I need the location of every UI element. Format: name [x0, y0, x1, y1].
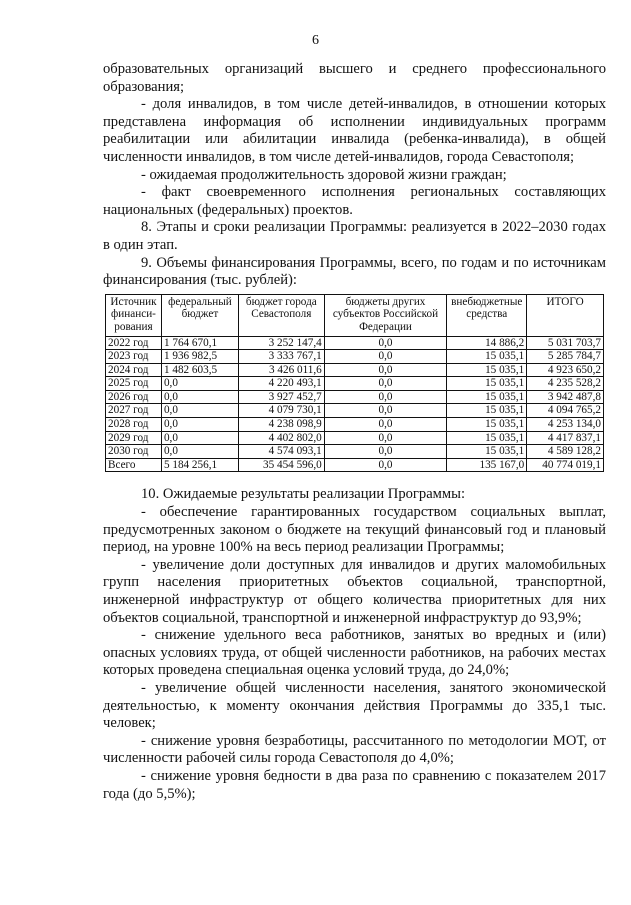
table-cell: 15 035,1 [447, 363, 527, 377]
table-cell: 0,0 [324, 404, 447, 418]
table-cell: 4 589 128,2 [527, 445, 604, 459]
column-header: бюджеты других субъектов Российской Федерации [324, 294, 447, 336]
table-cell: 5 285 784,7 [527, 350, 604, 364]
table-cell: 4 923 650,2 [527, 363, 604, 377]
column-header: федеральный бюджет [161, 294, 238, 336]
table-cell: 0,0 [324, 445, 447, 459]
table-cell: 3 252 147,4 [238, 336, 324, 350]
table-cell: 3 927 452,7 [238, 390, 324, 404]
table-row [106, 363, 604, 377]
table-cell: 15 035,1 [447, 418, 527, 432]
list-item: - снижение удельного веса работников, занятых во вредных и (или) опасных условиях труда, от общей численности работников, на рабочих местах которых проведена специальная оценка условий труда, до 24,0%; [103, 627, 606, 679]
column-header: ИТОГО [527, 294, 604, 336]
table-cell: 0,0 [161, 404, 238, 418]
section-10-results: 10. Ожидаемые результаты реализации Программы: [141, 486, 465, 503]
table-cell: 4 253 134,0 [527, 418, 604, 432]
table-cell: 15 035,1 [447, 404, 527, 418]
section-8-stages: 8. Этапы и сроки реализации Программы: реализуется в 2022–2030 годах в один этап. [103, 219, 606, 253]
table-cell: 4 574 093,1 [238, 445, 324, 459]
table-cell: 0,0 [161, 418, 238, 432]
table-cell: 1 482 603,5 [161, 363, 238, 377]
table-cell: 15 035,1 [447, 350, 527, 364]
table-cell: 4 238 098,9 [238, 418, 324, 432]
table-row [106, 431, 604, 445]
row-label-cell: 2025 год [106, 377, 162, 391]
table-cell: 15 035,1 [447, 445, 527, 459]
paragraph: образовательных организаций высшего и среднего профессионального образования; [103, 61, 606, 95]
row-label-cell: 2024 год [106, 363, 162, 377]
table-cell: 0,0 [324, 363, 447, 377]
row-label-cell: 2026 год [106, 390, 162, 404]
column-header: бюджет города Севастополя [238, 294, 324, 336]
table-cell: 3 942 487,8 [527, 390, 604, 404]
table-row [106, 377, 604, 391]
table-cell: 0,0 [161, 445, 238, 459]
table-cell: 1 936 982,5 [161, 350, 238, 364]
table-header-row [106, 294, 604, 336]
table-cell: 0,0 [161, 431, 238, 445]
table-cell: 4 220 493,1 [238, 377, 324, 391]
row-label-cell: 2022 год [106, 336, 162, 350]
table-cell: 15 035,1 [447, 431, 527, 445]
funding-table [105, 294, 604, 473]
table-cell: 0,0 [324, 418, 447, 432]
table-cell: 0,0 [324, 350, 447, 364]
table-row [106, 458, 604, 472]
row-label-cell: 2028 год [106, 418, 162, 432]
table-cell: 4 079 730,1 [238, 404, 324, 418]
table-cell: 4 094 765,2 [527, 404, 604, 418]
table-row [106, 350, 604, 364]
table-row [106, 418, 604, 432]
table-cell: 1 764 670,1 [161, 336, 238, 350]
list-item: - увеличение доли доступных для инвалидов и других маломобильных групп населения приоритетных объектов социальной, транспортной, инженерной инфраструктур от общего количества приоритетных для них объектов социальной, транспортной и инженерной инфраструктур до 93,9%; [103, 556, 606, 626]
table-cell: 15 035,1 [447, 377, 527, 391]
table-cell: 40 774 019,1 [527, 458, 604, 472]
row-label-cell: 2029 год [106, 431, 162, 445]
list-item: - обеспечение гарантированных государством социальных выплат, предусмотренных законом о бюджете на текущий финансовый год и плановый период, на уровне 100% на весь период реализации Программы; [103, 504, 606, 556]
table-cell: 4 402 802,0 [238, 431, 324, 445]
table-body [106, 336, 604, 472]
list-item: - ожидаемая продолжительность здоровой жизни граждан; [141, 166, 507, 183]
table-cell: 5 031 703,7 [527, 336, 604, 350]
table-cell: 135 167,0 [447, 458, 527, 472]
table-cell: 3 426 011,6 [238, 363, 324, 377]
table-cell: 0,0 [324, 390, 447, 404]
table-row [106, 336, 604, 350]
list-item: - снижение уровня бедности в два раза по сравнению с показателем 2017 года (до 5,5%); [103, 767, 606, 802]
list-item: - увеличение общей численности населения, занятого экономической деятельностью, к моменту окончания действия Программы до 335,1 тыс. человек; [103, 679, 606, 732]
column-header: Источник финанси-рования [106, 294, 162, 336]
table-cell: 0,0 [161, 390, 238, 404]
page-number: 6 [312, 33, 319, 48]
table-cell: 0,0 [324, 458, 447, 472]
table-cell: 0,0 [324, 336, 447, 350]
table-cell: 35 454 596,0 [238, 458, 324, 472]
table-cell: 5 184 256,1 [161, 458, 238, 472]
list-item: - факт своевременного исполнения региональных составляющих национальных (федеральных) проектов. [103, 184, 606, 218]
table-cell: 3 333 767,1 [238, 350, 324, 364]
column-header: внебюджетные средства [447, 294, 527, 336]
table-cell: 14 886,2 [447, 336, 527, 350]
table-row [106, 390, 604, 404]
row-label-cell: Всего [106, 458, 162, 472]
table-cell: 4 235 528,2 [527, 377, 604, 391]
table-row [106, 404, 604, 418]
row-label-cell: 2023 год [106, 350, 162, 364]
table-row [106, 445, 604, 459]
row-label-cell: 2030 год [106, 445, 162, 459]
table-cell: 0,0 [324, 377, 447, 391]
table-cell: 0,0 [161, 377, 238, 391]
table-cell: 15 035,1 [447, 390, 527, 404]
document-body [103, 61, 606, 803]
table-cell: 4 417 837,1 [527, 431, 604, 445]
list-item: - снижение уровня безработицы, рассчитанного по методологии МОТ, от численности рабочей силы города Севастополя до 4,0%; [103, 732, 606, 767]
table-cell: 0,0 [324, 431, 447, 445]
row-label-cell: 2027 год [106, 404, 162, 418]
list-item: - доля инвалидов, в том числе детей-инвалидов, в отношении которых представлена информация об исполнении индивидуальных программ реабилитации или абилитации инвалида (ребенка-инвалида), в общей численности инвалидов, в том числе детей-инвалидов, города Севастополя; [103, 96, 606, 165]
section-9-funding: 9. Объемы финансирования Программы, всего, по годам и по источникам финансирования (тыс. рублей): [103, 254, 606, 289]
